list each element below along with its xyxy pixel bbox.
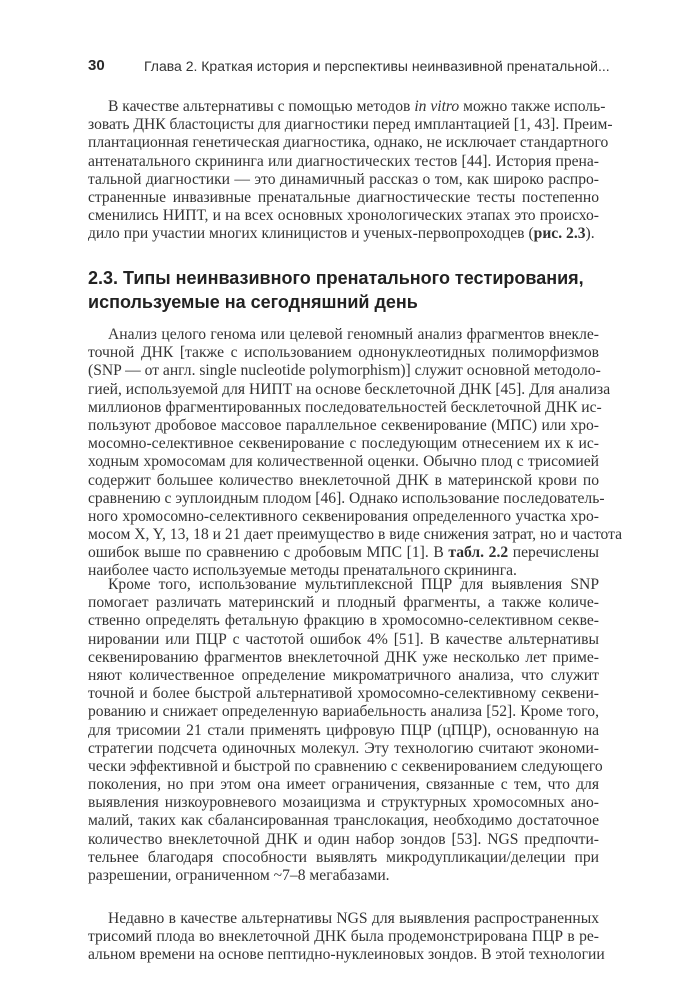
running-header [88, 57, 610, 79]
text-line: пользуют дробовое массовое параллельное секвенирование (МПС) или хро- [88, 416, 599, 434]
text-line: мосомно-селективное секвенирование с последующим отнесением их к ис- [88, 435, 599, 453]
text-line: страненные инвазивные пренатальные диагностические тесты постепенно [88, 188, 599, 206]
text-line: Недавно в качестве альтернативы NGS для выявления распространенных [108, 910, 599, 927]
text-line: для трисомии 21 стали применять цифровую ПЦР (цПЦР), основанную на [88, 721, 599, 739]
bold-reference: табл. 2.2 [448, 544, 509, 562]
text-line: сравнению с эуплоидным плодом [46]. Однако использование последователь- [88, 489, 605, 507]
text-line: ственно определять фетальную фракцию в хромосомно-селективном секве- [88, 612, 599, 630]
text-line: няют количественное определение микроматричного анализа, что служит [88, 666, 599, 684]
text-segment: можно также исполь- [459, 98, 606, 115]
running-title: Глава 2. Краткая история и перспективы неинвазивной пренатальной... [144, 58, 610, 74]
paragraph [88, 910, 605, 965]
text-line: секвенированию фрагментов внеклеточной ДНК уже несколько лет приме- [88, 648, 599, 666]
text-line [88, 225, 599, 243]
page-number: 30 [88, 57, 105, 74]
paragraph [88, 98, 613, 244]
text-segment: ). [585, 225, 595, 243]
text-line: разрешении, ограниченном ~7–8 мегабазами. [88, 867, 390, 884]
text-segment: ошибок выше по сравнению с дробовым МПС [1]. В [88, 544, 449, 562]
text-line: (SNP — от англ. single nucleotide polymorphism)] служит основной методоло- [88, 362, 601, 380]
text-line: рованию и снижает определенную вариабельность анализа [52]. Кроме того, [88, 703, 599, 721]
section-heading [88, 266, 628, 314]
text-line: точной ДНК [также с использованием однонуклеотидных полиморфизмов [88, 344, 599, 362]
text-line: точной и более быстрой альтернативой хромосомно-селективному секвени- [88, 685, 599, 703]
text-line: трисомий плода во внеклеточной ДНК была продемонстрирована ПЦР в ре- [88, 928, 599, 946]
section-heading-line: 2.3. Типы неинвазивного пренатального тестирования, [88, 268, 584, 288]
text-line: гией, используемой для НИПТ на основе бесклеточной ДНК [45]. Для анализа [88, 380, 611, 398]
italic-term: in vitro [414, 98, 460, 115]
section-heading-line: используемые на сегодняшний день [88, 292, 418, 312]
text-line: помогает различать материнский и плодный фрагменты, а также количе- [88, 594, 599, 612]
text-line: плантационная генетическая диагностика, однако, не исключает стандартного [88, 134, 609, 152]
paragraph [88, 576, 603, 885]
text-line: мосом X, Y, 13, 18 и 21 дает преимущество в виде снижения затрат, но и частота [88, 526, 623, 544]
text-line: миллионов фрагментированных последовательностей бесклеточной ДНК ис- [88, 398, 602, 416]
text-line: ходным хромосомам для количественной оценки. Обычно плод с трисомией [88, 453, 599, 471]
text-line: тельнее благодаря способности выявлять микродупликации/делеции при [88, 848, 599, 866]
text-segment: В качестве альтернативы с помощью методов [108, 98, 415, 115]
text-line: малий, таких как сбалансированная транслокация, необходимо достаточное [88, 812, 599, 830]
text-line: Анализ целого генома или целевой геномный анализ фрагментов внекле- [108, 326, 599, 343]
text-line: стратегии подсчета одиночных молекул. Эту технологию считают экономи- [88, 739, 599, 757]
text-line [88, 544, 599, 562]
text-line: содержит большее количество внеклеточной ДНК в материнской крови по [88, 471, 599, 489]
bold-reference: рис. 2.3 [533, 225, 586, 243]
text-line: тальной диагностики — это динамичный рассказ о том, как широко распро- [88, 170, 599, 188]
text-line: ного хромосомно-селективного секвенирования определенного участка хро- [88, 507, 599, 525]
text-line: Кроме того, использование мультиплексной ПЦР для выявления SNP [108, 576, 599, 593]
paragraph [88, 326, 623, 581]
text-line: сменились НИПТ, и на всех основных хронологических этапах это происхо- [88, 207, 599, 225]
text-line: выявления низкоуровневого мозаицизма и структурных хромосомных ано- [88, 794, 599, 812]
text-line: альном времени на основе пептидно-нуклеиновых зондов. В этой технологии [88, 946, 605, 964]
text-line: количество внеклеточной ДНК и один набор зондов [53]. NGS предпочти- [88, 830, 599, 848]
text-line: поколения, но при этом она имеет ограничения, связанные с тем, что для [88, 776, 599, 794]
text-segment: дило при участии многих клиницистов и ученых-первопроходцев ( [88, 225, 534, 243]
text-line: антенатального скрининга или диагностических тестов [44]. История прена- [88, 152, 599, 170]
text-segment: перечислены [508, 544, 599, 562]
text-line: чески эффективной и быстрой по сравнению с секвенированием следующего [88, 757, 603, 775]
text-line: зовать ДНК бластоцисты для диагностики перед имплантацией [1, 43]. Преим- [88, 116, 613, 134]
text-line: наиболее часто используемые методы пренатального скрининга. [88, 562, 517, 580]
text-line [88, 98, 606, 116]
text-line: нировании или ПЦР с частотой ошибок 4% [51]. В качестве альтернативы [88, 630, 599, 648]
